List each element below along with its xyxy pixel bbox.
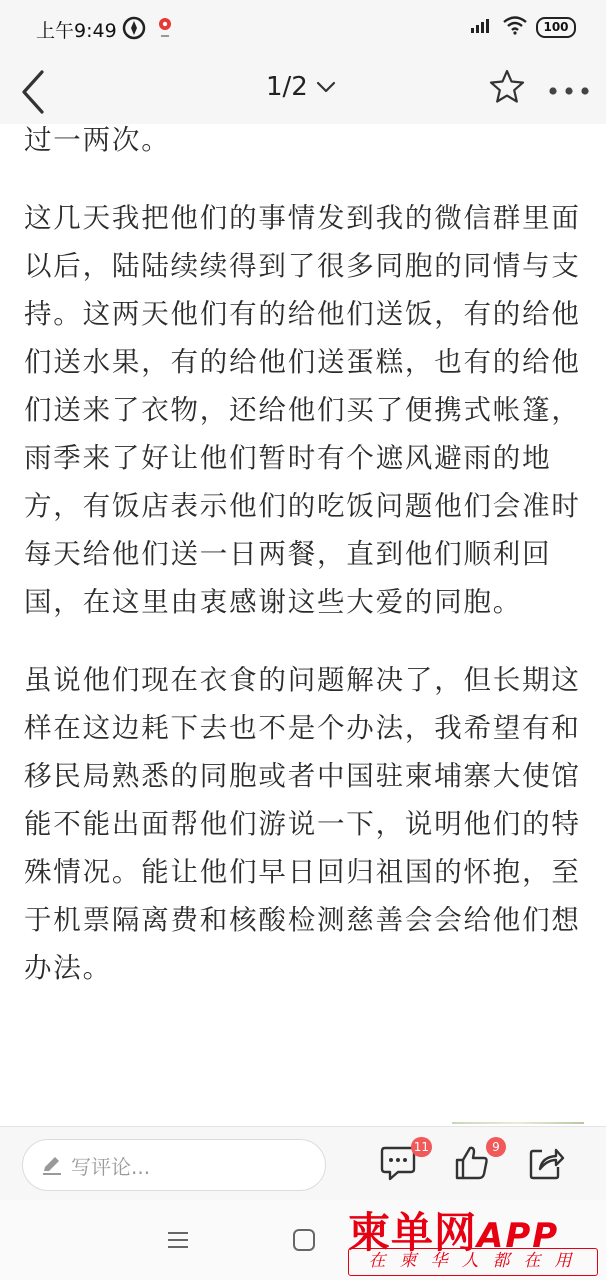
like-button[interactable] bbox=[452, 1140, 500, 1187]
comments-button[interactable] bbox=[378, 1140, 429, 1187]
page-indicator-label: 1/2 bbox=[266, 72, 308, 102]
wifi-icon bbox=[502, 15, 528, 39]
article-body bbox=[0, 124, 606, 1124]
favorite-button[interactable] bbox=[488, 68, 526, 110]
back-arrow-icon bbox=[16, 64, 56, 114]
pencil-icon bbox=[41, 1154, 63, 1176]
page-selector[interactable] bbox=[266, 72, 336, 102]
top-nav-bar bbox=[0, 58, 606, 124]
like-count-badge: 9 bbox=[486, 1137, 506, 1157]
comment-bar bbox=[0, 1126, 606, 1201]
status-indicators bbox=[470, 15, 576, 39]
status-time: 上午9:49 bbox=[36, 20, 117, 42]
article-paragraph: 虽说他们现在衣食的问题解决了，但长期这样在这边耗下去也不是个办法，我希望有和移民局熟悉的同胞或者中国驻柬埔寨大使馆能不能出面帮他们游说一下，说明他们的特殊情况。能让他们早日回归祖国的怀抱，至于机票隔离费和核酸检测慈善会会给他们想办法。 bbox=[24, 664, 581, 984]
site-watermark bbox=[348, 1200, 600, 1278]
share-icon bbox=[526, 1143, 566, 1183]
status-bar bbox=[0, 0, 606, 58]
menu-icon bbox=[166, 1230, 190, 1250]
watermark-app: APP bbox=[477, 1216, 560, 1256]
system-menu-button[interactable] bbox=[166, 1230, 190, 1254]
watermark-brand: 柬单网 bbox=[348, 1208, 478, 1257]
more-options-button[interactable] bbox=[548, 82, 590, 101]
compass-icon bbox=[122, 16, 146, 44]
star-icon bbox=[488, 68, 526, 106]
location-pin-icon bbox=[156, 16, 174, 44]
watermark-tagline: 在柬华人都在用 bbox=[348, 1248, 598, 1276]
chevron-down-icon bbox=[316, 80, 336, 94]
article-image-preview bbox=[452, 1122, 584, 1124]
article-paragraph: 这几天我把他们的事情发到我的微信群里面以后，陆陆续续得到了很多同胞的同情与支持。这两天他们有的给他们送饭，有的给他们送水果，有的给他们送蛋糕，也有的给他们送来了衣物，还给他们买了便携式帐篷，雨季来了好让他们暂时有个遮风避雨的地方，有饭店表示他们的吃饭问题他们会准时每天给他们送一日两餐，直到他们顺利回国，在这里由衷感谢这些大爱的同胞。 bbox=[24, 202, 581, 618]
signal-icon bbox=[470, 16, 494, 38]
comment-input[interactable] bbox=[22, 1139, 326, 1191]
comment-placeholder: 写评论... bbox=[71, 1154, 151, 1179]
share-button[interactable] bbox=[526, 1143, 570, 1187]
system-home-button[interactable] bbox=[292, 1228, 316, 1256]
comment-count-badge: 11 bbox=[411, 1137, 432, 1157]
back-button[interactable] bbox=[16, 64, 56, 114]
battery-icon: 100 bbox=[536, 17, 576, 38]
more-dots-icon bbox=[548, 85, 590, 97]
article-paragraph: 过一两次。 bbox=[24, 124, 171, 156]
home-icon bbox=[292, 1228, 316, 1252]
